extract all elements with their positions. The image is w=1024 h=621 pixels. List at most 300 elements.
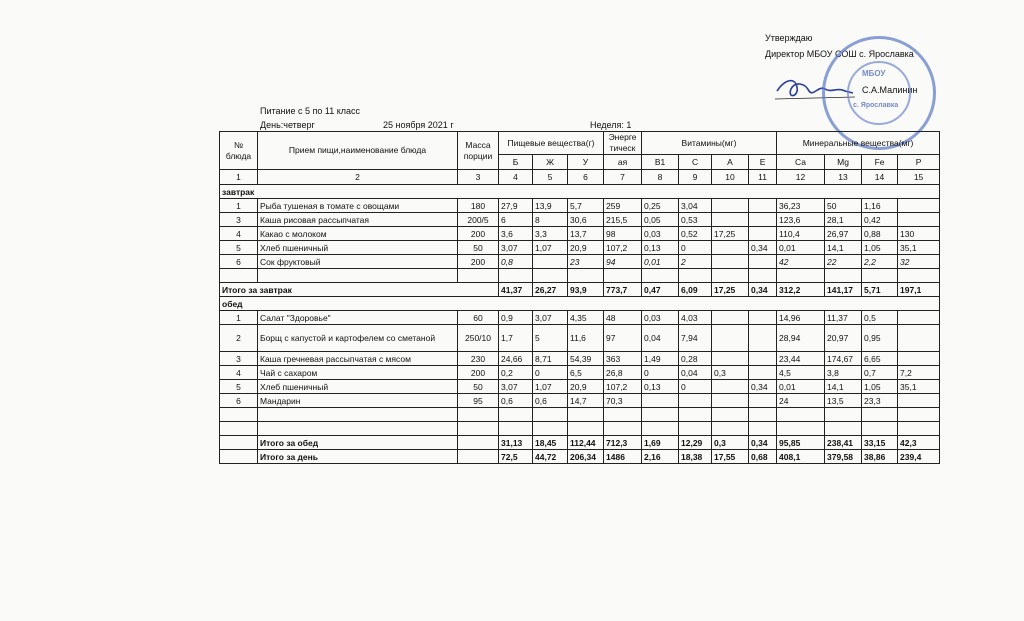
- table-cell: 1,05: [862, 380, 898, 394]
- table-cell: 1: [220, 199, 258, 213]
- table-cell: 36,23: [777, 199, 825, 213]
- total-cell: 239,4: [898, 450, 940, 464]
- empty-cell: [458, 408, 499, 422]
- table-row: [220, 311, 940, 325]
- empty-cell: [458, 436, 499, 450]
- table-cell: 4,5: [777, 366, 825, 380]
- table-cell: 0,01: [777, 241, 825, 255]
- table-cell: 0,01: [777, 380, 825, 394]
- total-cell: 0,68: [749, 450, 777, 464]
- column-number: 7: [604, 170, 642, 185]
- table-cell: 24,66: [499, 352, 533, 366]
- table-cell: [898, 352, 940, 366]
- table-cell: 0,53: [679, 213, 712, 227]
- table-cell: 54,39: [568, 352, 604, 366]
- table-cell: [749, 213, 777, 227]
- table-cell: 98: [604, 227, 642, 241]
- table-cell: 50: [458, 241, 499, 255]
- table-row: [220, 325, 940, 352]
- table-row: [220, 227, 940, 241]
- table-cell: 0,88: [862, 227, 898, 241]
- table-cell: [898, 213, 940, 227]
- table-cell: 110,4: [777, 227, 825, 241]
- table-cell: 4,35: [568, 311, 604, 325]
- table-cell: 4,03: [679, 311, 712, 325]
- table-cell: 0,13: [642, 380, 679, 394]
- table-cell: 363: [604, 352, 642, 366]
- table-row: [220, 199, 940, 213]
- dish-name: Борщ с капустой и картофелем со сметаной: [258, 325, 458, 352]
- total-cell: 5,71: [862, 283, 898, 297]
- table-cell: 6,5: [568, 366, 604, 380]
- table-cell: [679, 394, 712, 408]
- dish-name: Каша рисовая рассыпчатая: [258, 213, 458, 227]
- table-cell: 3,07: [499, 241, 533, 255]
- empty-cell: [862, 269, 898, 283]
- total-cell: 17,55: [712, 450, 749, 464]
- empty-cell: [604, 422, 642, 436]
- table-cell: 0,13: [642, 241, 679, 255]
- column-number: 14: [862, 170, 898, 185]
- table-cell: 26,97: [825, 227, 862, 241]
- total-cell: 379,58: [825, 450, 862, 464]
- sub-header: А: [712, 155, 749, 170]
- empty-cell: [749, 408, 777, 422]
- total-cell: 44,72: [533, 450, 568, 464]
- table-cell: 11,37: [825, 311, 862, 325]
- empty-cell: [642, 408, 679, 422]
- table-cell: 0,01: [642, 255, 679, 269]
- column-number: 6: [568, 170, 604, 185]
- section-label: обед: [220, 297, 940, 311]
- table-cell: [712, 311, 749, 325]
- empty-cell: [862, 408, 898, 422]
- dish-name: Салат "Здоровье": [258, 311, 458, 325]
- empty-cell: [749, 422, 777, 436]
- total-cell: 712,3: [604, 436, 642, 450]
- table-cell: 0,42: [862, 213, 898, 227]
- table-cell: 0,5: [862, 311, 898, 325]
- table-cell: [712, 325, 749, 352]
- table-cell: [749, 199, 777, 213]
- table-cell: 23,44: [777, 352, 825, 366]
- empty-cell: [825, 269, 862, 283]
- empty-cell: [499, 269, 533, 283]
- table-cell: 50: [825, 199, 862, 213]
- empty-cell: [458, 269, 499, 283]
- column-number: 5: [533, 170, 568, 185]
- table-cell: 35,1: [898, 241, 940, 255]
- table-cell: 5,7: [568, 199, 604, 213]
- table-cell: 20,9: [568, 241, 604, 255]
- empty-cell: [533, 269, 568, 283]
- empty-cell: [898, 408, 940, 422]
- table-cell: 2,2: [862, 255, 898, 269]
- empty-cell: [220, 450, 258, 464]
- table-cell: 27,9: [499, 199, 533, 213]
- total-cell: 0,3: [712, 436, 749, 450]
- column-number: 1: [220, 170, 258, 185]
- table-cell: [898, 311, 940, 325]
- table-cell: 3,8: [825, 366, 862, 380]
- table-cell: 200/5: [458, 213, 499, 227]
- empty-cell: [898, 269, 940, 283]
- empty-cell: [258, 408, 458, 422]
- menu-table: [219, 131, 940, 464]
- table-cell: 7,94: [679, 325, 712, 352]
- table-cell: [712, 255, 749, 269]
- dish-name: Мандарин: [258, 394, 458, 408]
- sub-header: В1: [642, 155, 679, 170]
- total-cell: 0,47: [642, 283, 679, 297]
- empty-cell: [458, 422, 499, 436]
- sub-header: Ж: [533, 155, 568, 170]
- table-cell: 0,04: [679, 366, 712, 380]
- total-cell: 93,9: [568, 283, 604, 297]
- total-cell: 18,38: [679, 450, 712, 464]
- table-cell: 22: [825, 255, 862, 269]
- column-number: 13: [825, 170, 862, 185]
- table-cell: 6: [220, 394, 258, 408]
- column-number: 9: [679, 170, 712, 185]
- table-cell: 0,34: [749, 241, 777, 255]
- total-cell: 408,1: [777, 450, 825, 464]
- table-cell: 23,3: [862, 394, 898, 408]
- total-cell: 312,2: [777, 283, 825, 297]
- table-cell: 3,6: [499, 227, 533, 241]
- table-cell: 28,1: [825, 213, 862, 227]
- table-cell: 0,6: [499, 394, 533, 408]
- empty-cell: [604, 269, 642, 283]
- empty-cell: [679, 269, 712, 283]
- empty-cell: [642, 422, 679, 436]
- column-number: 10: [712, 170, 749, 185]
- table-cell: 2: [679, 255, 712, 269]
- table-cell: 0: [679, 380, 712, 394]
- total-cell: 31,13: [499, 436, 533, 450]
- table-cell: 230: [458, 352, 499, 366]
- table-cell: [533, 255, 568, 269]
- table-cell: 94: [604, 255, 642, 269]
- table-cell: 3,07: [499, 380, 533, 394]
- table-cell: 48: [604, 311, 642, 325]
- table-cell: 70,3: [604, 394, 642, 408]
- empty-cell: [458, 450, 499, 464]
- table-row: [220, 241, 940, 255]
- table-cell: 20,97: [825, 325, 862, 352]
- column-number: 12: [777, 170, 825, 185]
- table-row: [220, 213, 940, 227]
- dish-name: Чай с сахаром: [258, 366, 458, 380]
- empty-cell: [862, 422, 898, 436]
- table-cell: 107,2: [604, 241, 642, 255]
- table-cell: 1,07: [533, 241, 568, 255]
- table-cell: [898, 325, 940, 352]
- table-cell: 215,5: [604, 213, 642, 227]
- total-cell: 773,7: [604, 283, 642, 297]
- total-cell: 72,5: [499, 450, 533, 464]
- table-cell: 20,9: [568, 380, 604, 394]
- table-cell: 28,94: [777, 325, 825, 352]
- table-cell: [749, 325, 777, 352]
- total-label: Итого за обед: [258, 436, 458, 450]
- dish-name: Сок фруктовый: [258, 255, 458, 269]
- dish-name: Какао с молоком: [258, 227, 458, 241]
- menu-title: Питание с 5 по 11 класс: [260, 106, 361, 116]
- total-cell: 1,69: [642, 436, 679, 450]
- total-cell: 26,27: [533, 283, 568, 297]
- empty-cell: [642, 269, 679, 283]
- table-cell: 180: [458, 199, 499, 213]
- total-cell: 141,17: [825, 283, 862, 297]
- table-cell: 42: [777, 255, 825, 269]
- empty-cell: [220, 408, 258, 422]
- table-cell: 97: [604, 325, 642, 352]
- empty-row: [220, 408, 940, 422]
- menu-week: Неделя: 1: [590, 120, 632, 130]
- sub-header: Б: [499, 155, 533, 170]
- dish-name: Рыба тушеная в томате с овощами: [258, 199, 458, 213]
- menu-table-body: [220, 185, 940, 464]
- empty-cell: [749, 269, 777, 283]
- dish-name: Каша гречневая рассыпчатая с мясом: [258, 352, 458, 366]
- table-row: [220, 255, 940, 269]
- table-cell: 250/10: [458, 325, 499, 352]
- table-cell: [749, 366, 777, 380]
- sub-header: Mg: [825, 155, 862, 170]
- table-row: [220, 394, 940, 408]
- empty-cell: [679, 422, 712, 436]
- column-number: 11: [749, 170, 777, 185]
- table-cell: 107,2: [604, 380, 642, 394]
- approval-signer: С.А.Малинин: [862, 85, 918, 95]
- sub-header: ая: [604, 155, 642, 170]
- table-cell: 14,7: [568, 394, 604, 408]
- column-number-row: [220, 170, 940, 185]
- table-cell: 3,3: [533, 227, 568, 241]
- table-cell: 6,65: [862, 352, 898, 366]
- column-number: 2: [258, 170, 458, 185]
- table-cell: 0,2: [499, 366, 533, 380]
- menu-meta: [260, 120, 632, 130]
- table-cell: 0,05: [642, 213, 679, 227]
- table-cell: 0,52: [679, 227, 712, 241]
- table-cell: 0,7: [862, 366, 898, 380]
- table-cell: 0,03: [642, 311, 679, 325]
- table-cell: [712, 352, 749, 366]
- empty-cell: [825, 422, 862, 436]
- column-number: 8: [642, 170, 679, 185]
- empty-cell: [777, 269, 825, 283]
- table-cell: 0,28: [679, 352, 712, 366]
- stamp-bottom-text: с. Ярославка: [853, 102, 899, 109]
- table-cell: 259: [604, 199, 642, 213]
- table-row: [220, 366, 940, 380]
- table-cell: 200: [458, 366, 499, 380]
- table-cell: 0,9: [499, 311, 533, 325]
- table-cell: 0,03: [642, 227, 679, 241]
- table-cell: [642, 394, 679, 408]
- empty-cell: [499, 422, 533, 436]
- table-cell: 3: [220, 213, 258, 227]
- table-cell: 6: [499, 213, 533, 227]
- sub-header: С: [679, 155, 712, 170]
- table-cell: 60: [458, 311, 499, 325]
- table-cell: 0: [679, 241, 712, 255]
- table-cell: 200: [458, 227, 499, 241]
- table-cell: 1,07: [533, 380, 568, 394]
- table-cell: 1,16: [862, 199, 898, 213]
- table-cell: 14,1: [825, 380, 862, 394]
- total-cell: 112,44: [568, 436, 604, 450]
- sub-header: Р: [898, 155, 940, 170]
- sub-header: Са: [777, 155, 825, 170]
- total-cell: 18,45: [533, 436, 568, 450]
- sub-header: Е: [749, 155, 777, 170]
- table-cell: [749, 352, 777, 366]
- table-row: [220, 352, 940, 366]
- empty-cell: [568, 269, 604, 283]
- empty-cell: [777, 408, 825, 422]
- table-cell: 174,67: [825, 352, 862, 366]
- total-cell: 1486: [604, 450, 642, 464]
- table-cell: 95: [458, 394, 499, 408]
- empty-cell: [898, 422, 940, 436]
- empty-cell: [712, 269, 749, 283]
- total-cell: 33,15: [862, 436, 898, 450]
- table-cell: 3,07: [533, 311, 568, 325]
- header-nutrients: Пищевые вещества(г): [499, 132, 604, 155]
- table-cell: [749, 227, 777, 241]
- total-row-lunch: [220, 436, 940, 450]
- empty-cell: [568, 422, 604, 436]
- section-row: [220, 297, 940, 311]
- table-cell: 1,7: [499, 325, 533, 352]
- table-cell: 5: [220, 241, 258, 255]
- table-cell: 8: [533, 213, 568, 227]
- table-cell: 0,6: [533, 394, 568, 408]
- empty-cell: [604, 408, 642, 422]
- table-cell: 0,95: [862, 325, 898, 352]
- table-cell: [898, 199, 940, 213]
- empty-row: [220, 422, 940, 436]
- table-row: [220, 380, 940, 394]
- table-cell: 0,3: [712, 366, 749, 380]
- sub-header: Fe: [862, 155, 898, 170]
- table-cell: 0: [642, 366, 679, 380]
- total-cell: 2,16: [642, 450, 679, 464]
- empty-cell: [499, 408, 533, 422]
- total-row-day: [220, 450, 940, 464]
- table-cell: 130: [898, 227, 940, 241]
- table-cell: 200: [458, 255, 499, 269]
- header-name: Прием пищи,наименование блюда: [258, 132, 458, 170]
- table-cell: 0,04: [642, 325, 679, 352]
- total-cell: 17,25: [712, 283, 749, 297]
- total-label: Итого за день: [258, 450, 458, 464]
- empty-cell: [679, 408, 712, 422]
- table-cell: 23: [568, 255, 604, 269]
- menu-date: 25 ноября 2021 г: [383, 120, 454, 130]
- total-cell: 95,85: [777, 436, 825, 450]
- table-cell: 7,2: [898, 366, 940, 380]
- total-cell: 0,34: [749, 283, 777, 297]
- table-cell: 17,25: [712, 227, 749, 241]
- table-cell: 35,1: [898, 380, 940, 394]
- dish-name: Хлеб пшеничный: [258, 380, 458, 394]
- table-cell: 5: [533, 325, 568, 352]
- table-cell: [712, 213, 749, 227]
- table-cell: 2: [220, 325, 258, 352]
- total-label: Итого за завтрак: [220, 283, 499, 297]
- table-cell: 30,6: [568, 213, 604, 227]
- menu-day: День:четверг: [260, 120, 315, 130]
- header-num: № блюда: [220, 132, 258, 170]
- section-label: завтрак: [220, 185, 940, 199]
- total-cell: 0,34: [749, 436, 777, 450]
- table-cell: 4: [220, 227, 258, 241]
- total-cell: 12,29: [679, 436, 712, 450]
- total-cell: 197,1: [898, 283, 940, 297]
- table-cell: [712, 380, 749, 394]
- table-cell: 3,04: [679, 199, 712, 213]
- table-cell: 8,71: [533, 352, 568, 366]
- total-cell: 6,09: [679, 283, 712, 297]
- table-cell: 0,34: [749, 380, 777, 394]
- empty-cell: [825, 408, 862, 422]
- total-cell: 238,41: [825, 436, 862, 450]
- table-cell: 0,8: [499, 255, 533, 269]
- header-vitamins: Витамины(мг): [642, 132, 777, 155]
- table-cell: 13,5: [825, 394, 862, 408]
- table-cell: 14,96: [777, 311, 825, 325]
- table-cell: 1: [220, 311, 258, 325]
- header-energy: Энерге тическ: [604, 132, 642, 155]
- table-cell: [749, 311, 777, 325]
- table-cell: [712, 241, 749, 255]
- header-mass: Масса порции: [458, 132, 499, 170]
- table-cell: 1,05: [862, 241, 898, 255]
- empty-cell: [568, 408, 604, 422]
- total-row-breakfast: [220, 283, 940, 297]
- table-cell: [749, 255, 777, 269]
- dish-name: Хлеб пшеничный: [258, 241, 458, 255]
- empty-cell: [220, 422, 258, 436]
- table-cell: 1,49: [642, 352, 679, 366]
- approval-line-1: Утверждаю: [765, 33, 813, 43]
- empty-cell: [712, 408, 749, 422]
- stamp-top-text: МБОУ: [862, 69, 886, 78]
- table-cell: 24: [777, 394, 825, 408]
- table-cell: 13,9: [533, 199, 568, 213]
- table-cell: 32: [898, 255, 940, 269]
- approval-line-2: Директор МБОУ СОШ с. Ярославка: [765, 49, 914, 59]
- table-cell: 123,6: [777, 213, 825, 227]
- table-cell: [898, 394, 940, 408]
- table-cell: 5: [220, 380, 258, 394]
- empty-cell: [712, 422, 749, 436]
- table-cell: 13,7: [568, 227, 604, 241]
- sub-header: У: [568, 155, 604, 170]
- table-cell: [749, 394, 777, 408]
- empty-cell: [258, 422, 458, 436]
- table-cell: 6: [220, 255, 258, 269]
- column-number: 15: [898, 170, 940, 185]
- table-cell: [712, 394, 749, 408]
- total-cell: 42,3: [898, 436, 940, 450]
- empty-cell: [220, 436, 258, 450]
- empty-cell: [258, 269, 458, 283]
